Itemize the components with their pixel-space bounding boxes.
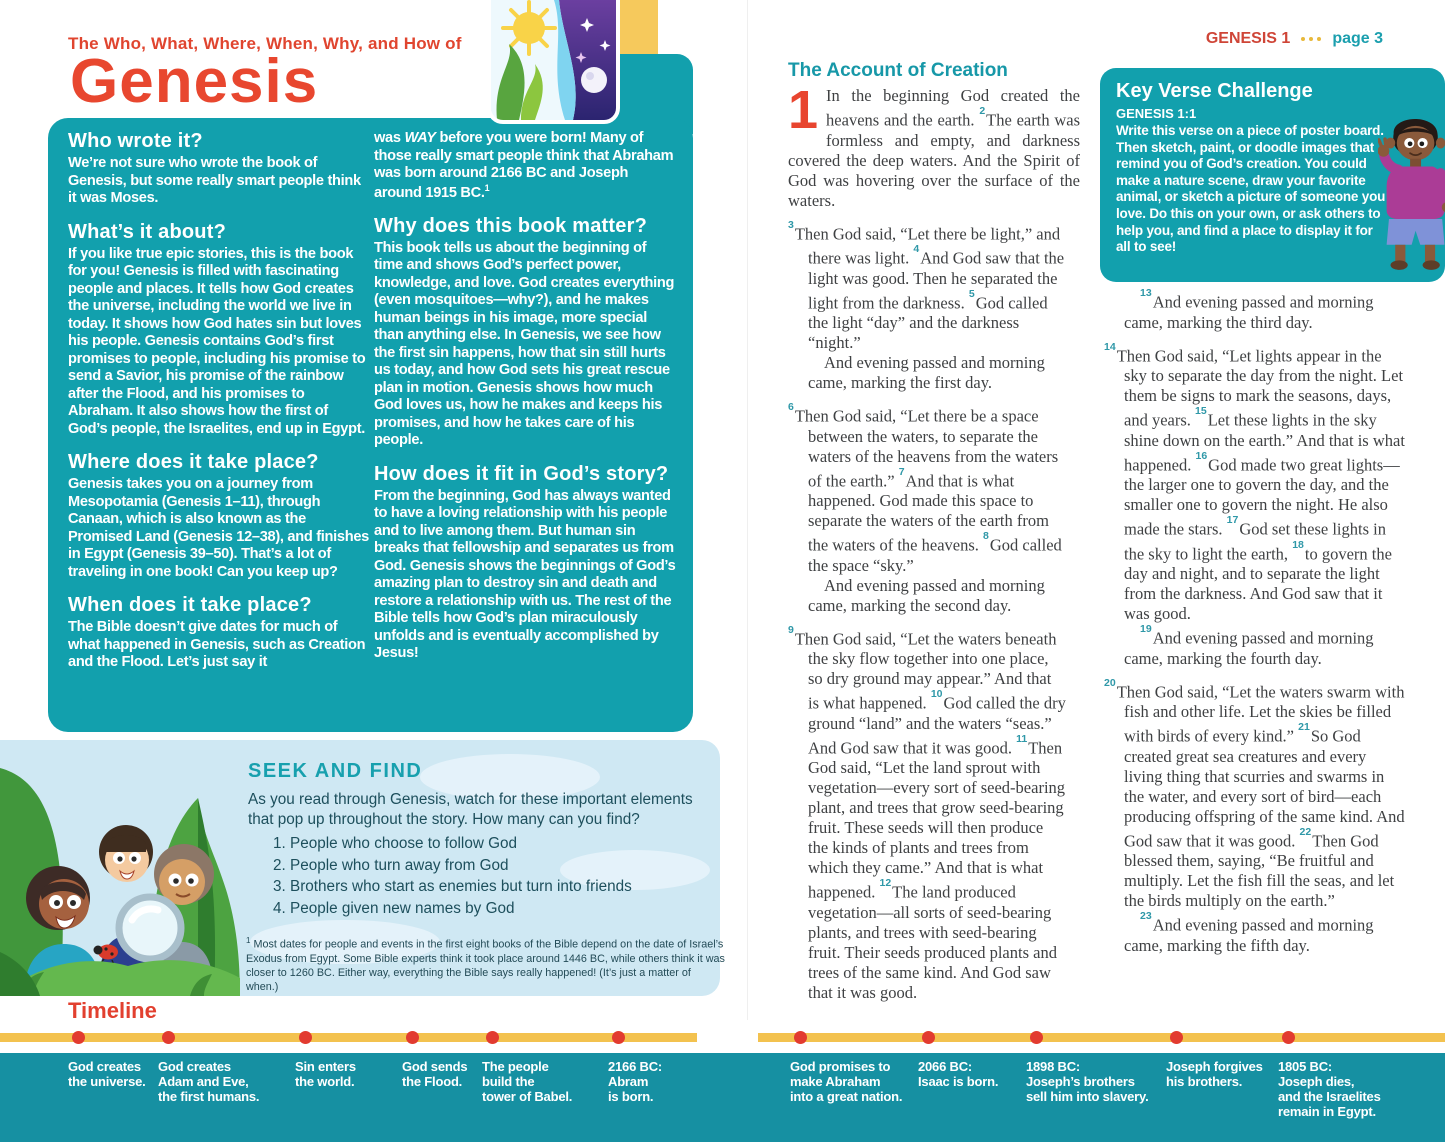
timeline-dot-icon (406, 1031, 419, 1044)
chapter-number-drop-cap: 1 (788, 80, 819, 140)
page-gutter (747, 0, 748, 1020)
creation-day-night-illustration (487, 0, 620, 124)
seek-list-item: 2. People who turn away from God (290, 856, 710, 876)
timeline-dot-icon (922, 1031, 935, 1044)
seek-and-find-heading: SEEK AND FIND (248, 760, 423, 782)
timeline-dot-icon (794, 1031, 807, 1044)
timeline-event-text: God promises to make Abraham into a great nation. (790, 1059, 903, 1105)
creation-illustration-art (491, 0, 616, 120)
verse-number: 2 (979, 105, 986, 117)
seek-and-find-intro: As you read through Genesis, watch for these important elements that pop up throughout the story. How many can you find? (248, 791, 693, 829)
page-title: Genesis (70, 47, 319, 116)
timeline-dot-icon (162, 1031, 175, 1044)
intro-section-heading: Where does it take place? (68, 451, 319, 473)
bible-paragraph: $^3$Then God said, “Let there be light,” and there was light. $^4$And God saw that the light was good. Then he separated the light from the darkness. $^5$God called the light “day” and the darkness “night.” (788, 218, 1065, 352)
bible-paragraph: $^{13}$And evening passed and morning came, marking the third day. (1124, 287, 1374, 332)
timeline-heading: Timeline (68, 998, 157, 1023)
boy-pointing-illustration (1378, 84, 1445, 296)
verse-number: 16 (1195, 449, 1208, 462)
timeline-event-text: God sends the Flood. (402, 1059, 468, 1090)
section-title: The Account of Creation (788, 60, 1008, 81)
bible-text-column-1 (788, 80, 1080, 1003)
timeline-event-text: God creates the universe. (68, 1059, 146, 1090)
timeline-dot-icon (1030, 1031, 1043, 1044)
timeline-event (482, 1029, 572, 1104)
bible-paragraph: And evening passed and morning came, marking the first day. (808, 353, 1045, 392)
intro-section-body: The Bible doesn’t give dates for much of what happened in Genesis, such as Creation and the Flood. Let’s just say it (68, 619, 366, 670)
seek-list-item: 3. Brothers who start as enemies but turn into friends (290, 877, 710, 897)
intro-section-body: was WAY before you were born! Many of those really smart people think that Abraham was born around 2166 BC and Joseph around 1915 BC.$^1$ (374, 130, 674, 201)
verse-number: 18 (1292, 538, 1304, 551)
timeline-dot-icon (1282, 1031, 1295, 1044)
timeline-event (918, 1029, 998, 1089)
intro-section-body: This book tells us about the beginning of time and shows God’s perfect power, knowledge, and love. God creates everything (even mosquitoes—why?), and he makes human beings in his image, more special than anything else. In Genesis, we see how the first sin happens, how that sin still hurts us today, and how God sets his great rescue plan in motion. Genesis shows how much God loves us, how he makes and keeps his promises, and how he takes care of his people. (374, 239, 675, 449)
verse-number: 20 (1104, 676, 1116, 689)
intro-column-right (374, 130, 676, 663)
timeline-dot-icon (72, 1031, 85, 1044)
seek-list-item: 4. People given new names by God (290, 899, 710, 919)
running-header (1206, 30, 1383, 48)
timeline-event-text: 2166 BC: Abram is born. (608, 1059, 663, 1105)
verse-number: 3 (788, 218, 794, 231)
verse-number: 13 (1140, 287, 1152, 299)
verse-number: 8 (983, 530, 989, 542)
separator-dots-icon (1299, 30, 1323, 48)
intro-section-heading: When does it take place? (68, 594, 312, 616)
seek-and-find-list (268, 834, 710, 920)
timeline-event-text: The people build the tower of Babel. (482, 1059, 573, 1105)
timeline-event (608, 1029, 662, 1104)
intro-section-heading: Why does this book matter? (374, 214, 648, 237)
timeline-dot-icon (1170, 1031, 1183, 1044)
kids-magnifying-glass-illustration (0, 740, 240, 996)
timeline-event (68, 1029, 146, 1089)
footnote-text: Most dates for people and events in the first eight books of the Bible depend on the date of Israel’s Exodus from Egypt. Some Bible experts think it took place around 1446 BC, while others think it was closer to 1260 BC. Either way, everything the Bible says really happened! (It’s just a matter of when.) (246, 938, 725, 994)
timeline-event-text: Sin enters the world. (295, 1059, 356, 1090)
timeline-event (1278, 1029, 1381, 1119)
timeline-event (1026, 1029, 1149, 1104)
verse-number: 5 (968, 287, 975, 300)
verse-number: 12 (879, 877, 892, 889)
intro-section-heading: How does it fit in God’s story? (374, 462, 669, 485)
verse-number: 10 (930, 688, 943, 700)
footnote (246, 936, 726, 995)
intro-column-left (68, 130, 370, 672)
bible-paragraph: $^{14}$Then God said, “Let lights appear in the sky to separate the day from the night. Let them be signs to mark the seasons, days, and years. $^{15}$Let these lights in the sky shine down on the earth.” And that is what happened. $^{16}$God made two great lights—the larger one to govern the day, and the smaller one to govern the night. He also made the stars. $^{17}$God set these lights in the sky to light the earth, $^{18}$to govern the day and night, and to separate the light from the darkness. And God saw that it was good. (1104, 340, 1405, 623)
verse-number: 22 (1299, 825, 1312, 838)
verse-number: 15 (1195, 405, 1207, 417)
page-kicker: The Who, What, Where, When, Why, and How of (68, 34, 462, 53)
verse-number: 6 (788, 401, 794, 413)
timeline-event-text: 1898 BC: Joseph’s brothers sell him into slavery. (1026, 1059, 1149, 1105)
verse-number: 9 (788, 623, 794, 636)
intro-section-body: From the beginning, God has always wanted to have a loving relationship with his people and to live among them. But human sin breaks that fellowship and separates us from God. Genesis shows the beginnings of God’s amazing plan to destroy sin and death and restore a relationship with us. The rest of the Bible tells how God’s plan miraculously unfolds and is eventually accomplished by Jesus! (374, 487, 676, 662)
timeline-dot-icon (486, 1031, 499, 1044)
intro-section-heading: What’s it about? (68, 220, 226, 243)
timeline-event-text: 1805 BC: Joseph dies, and the Israelites remain in Egypt. (1278, 1059, 1381, 1120)
timeline-event (158, 1029, 259, 1104)
bible-text-column-2 (1104, 288, 1422, 956)
timeline-dot-icon (299, 1031, 312, 1044)
key-verse-body: Write this verse on a piece of poster board. Then sketch, paint, or doodle images that remind you of God’s creation. You could make a nature scene, draw your favorite animal, or sketch a picture of someone you love. Do this on your own, or ask others to help you, and find a place to display it for all to see! (1116, 123, 1386, 255)
bible-paragraph: $^9$Then God said, “Let the waters beneath the sky flow together into one place, so dry ground may appear.” And that is what happened. $^{10}$God called the dry ground “land” and the waters “seas.” And God saw that it was good. $^{11}$Then God said, “Let the land sprout with vegetation—every sort of seed-bearing plant, and trees that grow seed-bearing fruit. These seeds will then produce the kinds of plants and trees from which they came.” And that is what happened. $^{12}$The land produced vegetation—all sorts of seed-bearing plants, and trees with seed-bearing fruit. Their seeds produced plants and trees of the same kind. And God saw that it was good. (788, 623, 1066, 1002)
running-header-page-number: page 3 (1332, 30, 1383, 47)
intro-section-body: Genesis takes you on a journey from Mesopotamia (Genesis 1–11), through Canaan, which is also known as the Promised Land (Genesis 12–38), and finishes in Egypt (Genesis 39–50). That’s a lot of traveling in one book! Can you keep up? (68, 476, 369, 580)
bible-paragraph: 1 In the beginning God created the heavens and the earth. $^2$The earth was formless and empty, and darkness covered the deep waters. And the Spirit of God was hovering over the surface of the waters. (788, 80, 1080, 210)
bible-paragraph: And evening passed and morning came, marking the second day. (808, 575, 1045, 615)
bible-paragraph: $^{23}$And evening passed and morning came, marking the fifth day. (1124, 910, 1374, 955)
verse-number: 11 (1016, 732, 1028, 745)
timeline-event-text: 2066 BC: Isaac is born. (918, 1059, 999, 1090)
seek-list-item: 1. People who choose to follow God (290, 834, 710, 854)
timeline-event (295, 1029, 356, 1089)
intro-section-body: We’re not sure who wrote the book of Genesis, but some really smart people think it was Moses. (68, 155, 361, 206)
intro-section-heading: Who wrote it? (68, 130, 203, 152)
running-header-book: GENESIS 1 (1205, 30, 1291, 47)
bible-paragraph: $^6$Then God said, “Let there be a space between the waters, to separate the waters of the heavens from the waters of the earth.” $^7$And that is what happened. God made this space to separate the waters of the earth from the waters of the heavens. $^8$God called the space “sky.” (788, 401, 1062, 575)
timeline (0, 1029, 1445, 1142)
timeline-dot-icon (612, 1031, 625, 1044)
verse-number: 21 (1298, 721, 1310, 733)
verse-number: 14 (1104, 340, 1116, 353)
bible-paragraph: $^{19}$And evening passed and morning came, marking the fourth day. (1124, 623, 1374, 668)
verse-number: 23 (1140, 910, 1152, 922)
footnote-marker: 1 (246, 936, 251, 945)
key-verse-heading: Key Verse Challenge (1116, 80, 1313, 102)
timeline-event-text: Joseph forgives his brothers. (1166, 1059, 1263, 1090)
verse-number: 4 (913, 243, 920, 255)
bible-paragraph: $^{20}$Then God said, “Let the waters swarm with fish and other life. Let the skies be filled with birds of every kind.” $^{21}$So God created great sea creatures and every living thing that scurries and swarms in the water, and every sort of bird—each producing offspring of the same kind. And God saw that it was good. $^{22}$Then God blessed them, saying, “Be fruitful and multiply. Let the fish fill the seas, and let the birds multiply on the earth.” (1104, 676, 1405, 910)
timeline-event (790, 1029, 902, 1104)
genesis-intro-box (48, 118, 693, 732)
timeline-event (1166, 1029, 1263, 1089)
intro-section-body: If you like true epic stories, this is the book for you! Genesis is filled with fascinating people and places. It tells how God creates the universe, including the world we live in today. It shows how God hates sin but loves his people. Genesis contains God’s first promises to people, including his promise to send a Savior, his promise of the rainbow after the Flood, and his promises to Abraham. It also shows how the first of God’s people, the Israelites, end up in Egypt. (68, 245, 366, 437)
verse-number: 19 (1140, 623, 1152, 635)
key-verse-reference: GENESIS 1:1 (1116, 106, 1197, 121)
verse-number: 17 (1226, 514, 1239, 526)
timeline-event (402, 1029, 467, 1089)
verse-number: 7 (898, 465, 905, 478)
timeline-event-text: God creates Adam and Eve, the first humans. (158, 1059, 260, 1105)
